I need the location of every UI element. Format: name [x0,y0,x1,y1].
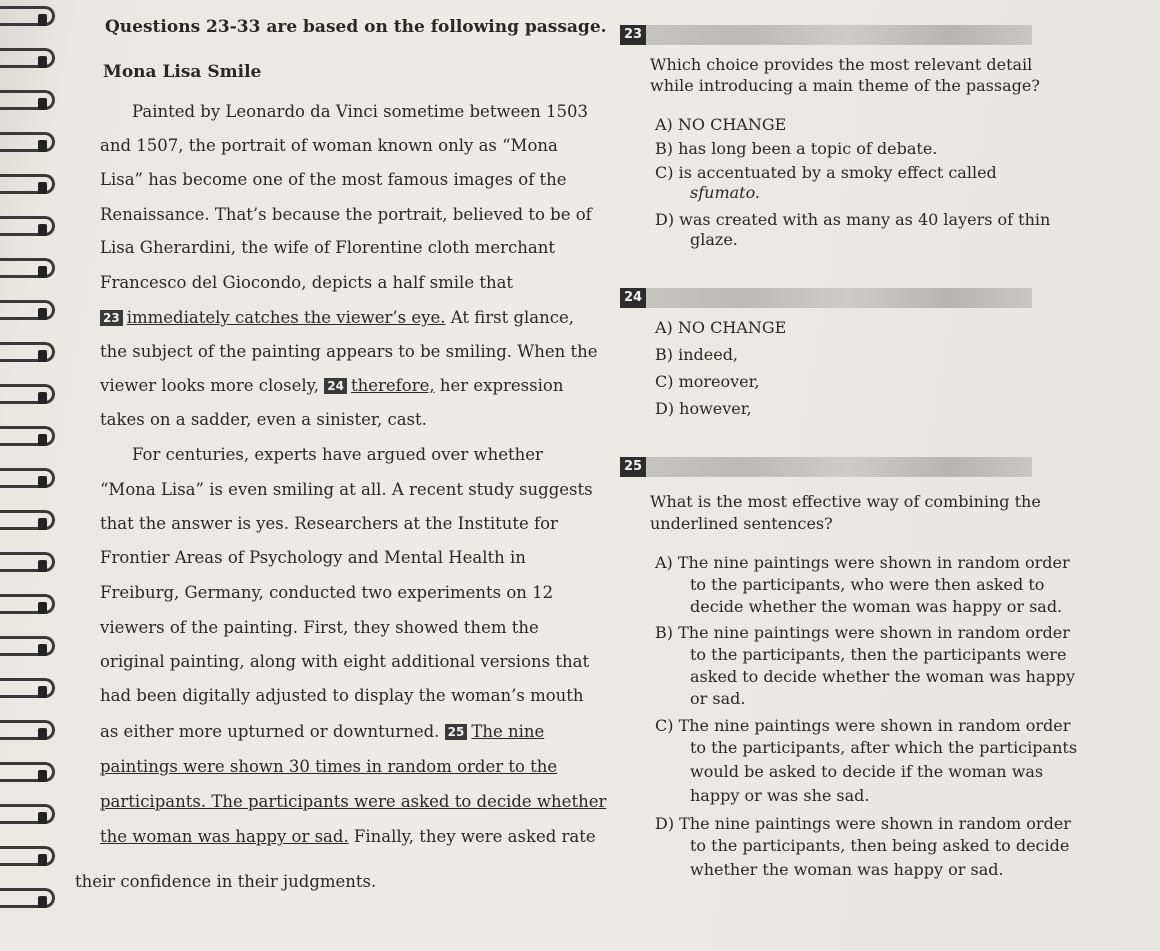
passage-text-segment: as either more upturned or downturned. [100,722,445,741]
binding-hole [38,350,47,362]
passage-line [100,514,558,533]
question-24-number: 24 [620,288,646,308]
passage-text-segment: the subject of the painting appears to be smiling. When the [100,342,598,361]
underlined-text: paintings were shown 30 times in random order to the [100,757,558,776]
answer-option[interactable]: C) The nine paintings were shown in random order [655,716,1071,735]
answer-option-continuation: to the participants, then the participants were [690,645,1067,664]
passage-line [100,618,539,637]
binding-hole [38,854,47,866]
passage-text-segment: Francesco del Giocondo, depicts a half smile that [100,273,514,292]
passage-line [100,410,427,429]
passage-text-segment: Finally, they were asked rate [348,827,596,846]
binding-hole [38,56,47,68]
binding-hole [38,266,47,278]
binding-hole [38,644,47,656]
passage-line [132,102,588,121]
answer-option[interactable]: D) was created with as many as 40 layers of thin [655,210,1051,229]
answer-option-continuation: would be asked to decide if the woman was [690,762,1044,781]
question-prompt: Which choice provides the most relevant detail [650,55,1033,74]
binding-hole [38,560,47,572]
passage-text-segment: Freiburg, Germany, conducted two experiments on 12 [100,583,554,602]
binding-hole [38,224,47,236]
binding-hole [38,434,47,446]
binding-hole [38,518,47,530]
answer-option[interactable]: D) however, [655,399,752,418]
answer-option-continuation: glaze. [690,230,738,249]
answer-option[interactable]: A) NO CHANGE [655,115,787,134]
passage-text-segment: Painted by Leonardo da Vinci sometime between 1503 [132,102,588,121]
passage-text-segment: takes on a sadder, even a sinister, cast. [100,410,427,429]
passage-line [100,205,592,224]
passage-line [100,342,598,361]
question-25-bar [620,457,1032,477]
question-23-number: 23 [620,25,646,45]
answer-option-continuation: asked to decide whether the woman was happy [690,667,1075,686]
answer-option-continuation: to the participants, then being asked to decide [690,836,1070,855]
passage-text-segment: Renaissance. That’s because the portrait, believed to be of [100,205,592,224]
binding-hole [38,14,47,26]
passage-text-segment: Frontier Areas of Psychology and Mental Health in [100,548,526,567]
passage-text-segment: Lisa Gherardini, the wife of Florentine cloth merchant [100,238,555,257]
passage-line [100,136,558,155]
answer-option-continuation: decide whether the woman was happy or sad. [690,597,1063,616]
passage-line [132,445,543,464]
passage-line [100,583,553,602]
binding-hole [38,140,47,152]
answer-option-continuation: to the participants, after which the participants [690,738,1078,757]
passage-line [100,376,563,395]
binding-hole [38,98,47,110]
answer-option[interactable]: B) has long been a topic of debate. [655,139,938,158]
question-reference-badge: 24 [324,378,347,394]
underlined-text: The nine [471,722,545,741]
passage-line [100,686,584,705]
passage-text-segment: For centuries, experts have argued over whether [132,445,543,464]
underlined-text: participants. The participants were asked to decide whether [100,792,607,811]
passage-text-segment: her expression [434,376,564,395]
question-25-number: 25 [620,457,646,477]
answer-option-continuation: happy or was she sad. [690,786,870,805]
underlined-text: the woman was happy or sad. [100,827,349,846]
passage-line [100,792,606,811]
question-reference-badge: 23 [100,310,123,326]
binding-hole [38,812,47,824]
passage-text-segment: viewer looks more closely, [100,376,325,395]
answer-option[interactable]: C) is accentuated by a smoky effect called [655,163,997,182]
passage-line [100,652,589,671]
passage-text-segment: viewers of the painting. First, they showed them the [100,618,539,637]
passage-text-segment: original painting, along with eight additional versions that [100,652,590,671]
binding-hole [38,896,47,908]
passage-text-segment: and 1507, the portrait of woman known only as “Mona [100,136,558,155]
passage-line [100,722,544,741]
question-24-bar [620,288,1032,308]
passage-line [100,238,555,257]
answer-option[interactable]: D) The nine paintings were shown in random order [655,814,1071,833]
passage-line [100,757,557,776]
passage-line [100,480,593,499]
question-23-bar [620,25,1032,45]
passage-line [100,548,526,567]
passage-text-segment: that the answer is yes. Researchers at the Institute for [100,514,558,533]
answer-option[interactable]: B) The nine paintings were shown in random order [655,623,1070,642]
passage-line [75,872,376,891]
passage-line [100,273,513,292]
binding-hole [38,686,47,698]
passage-text-segment: “Mona Lisa” is even smiling at all. A recent study suggests [100,480,593,499]
answer-option-continuation: sfumato. [690,183,761,202]
question-prompt: What is the most effective way of combining the [650,492,1041,511]
passage-text-segment: At first glance, [445,308,575,327]
binding-hole [38,476,47,488]
spiral-binding [0,0,62,951]
binding-hole [38,392,47,404]
question-prompt: while introducing a main theme of the passage? [650,76,1040,95]
passage-text-segment: their confidence in their judgments. [75,872,377,891]
passage-title: Mona Lisa Smile [103,62,262,82]
underlined-text: therefore, [351,376,435,395]
answer-option-continuation: or sad. [690,689,746,708]
binding-hole [38,602,47,614]
passage-line [100,170,567,189]
passage-line [100,308,574,327]
passage-text-segment: had been digitally adjusted to display the woman’s mouth [100,686,584,705]
answer-option[interactable]: A) The nine paintings were shown in random order [655,553,1070,572]
answer-option[interactable]: B) indeed, [655,345,739,364]
answer-option-continuation: to the participants, who were then asked to [690,575,1045,594]
answer-option-continuation: whether the woman was happy or sad. [690,860,1004,879]
questions-header: Questions 23-33 are based on the following passage. [105,17,607,37]
question-reference-badge: 25 [445,724,468,740]
answer-option[interactable]: A) NO CHANGE [655,318,787,337]
binding-hole [38,770,47,782]
passage-line [100,827,596,846]
underlined-text: immediately catches the viewer’s eye. [126,308,446,327]
answer-option[interactable]: C) moreover, [655,372,760,391]
binding-hole [38,182,47,194]
binding-hole [38,308,47,320]
passage-text-segment: Lisa” has become one of the most famous images of the [100,170,567,189]
binding-hole [38,728,47,740]
question-prompt: underlined sentences? [650,514,833,533]
